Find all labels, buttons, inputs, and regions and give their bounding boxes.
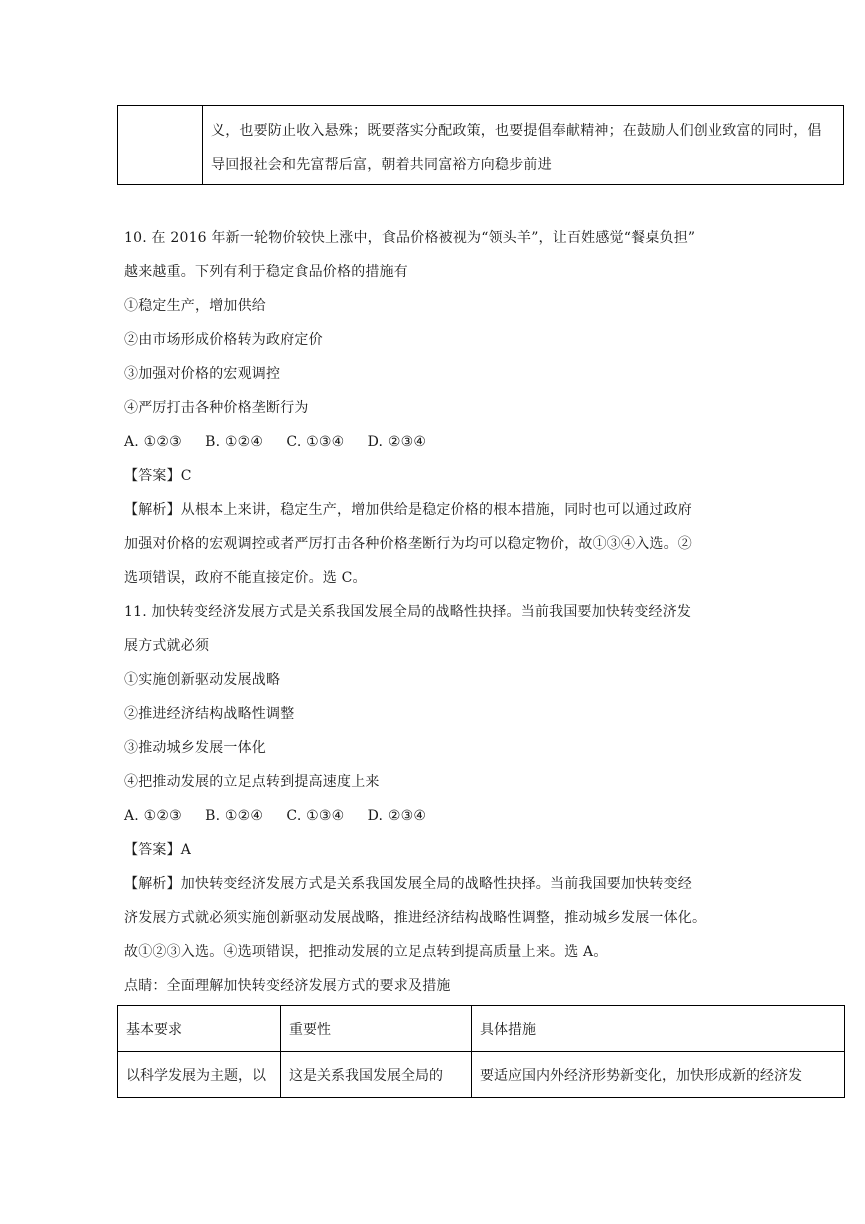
q11-option-1: ①实施创新驱动发展战略 xyxy=(124,672,281,688)
q10-option-1: ①稳定生产，增加供给 xyxy=(124,298,266,314)
q11-option-2: ②推进经济结构战略性调整 xyxy=(124,706,295,722)
table-cell-text: 义，也要防止收入悬殊；既要落实分配政策，也要提倡奉献精神；在鼓励人们创业致富的同时，倡导回报社会和先富帮后富，朝着共同富裕方向稳步前进 xyxy=(203,106,844,185)
table-cell-empty xyxy=(118,106,203,185)
table-cell: 要适应国内外经济形势新变化，加快形成新的经济发 xyxy=(472,1052,845,1098)
q11-stem-line1: 11. 加快转变经济发展方式是关系我国发展全局的战略性抉择。当前我国要加快转变经济发 xyxy=(124,604,692,620)
continued-table xyxy=(117,105,844,185)
q10-choices: A. ①②③ B. ①②④ C. ①③④ D. ②③④ xyxy=(124,434,427,450)
table-header-cell: 基本要求 xyxy=(118,1006,281,1052)
table-row xyxy=(118,1052,845,1098)
q11-analysis-line2: 济发展方式就必须实施创新驱动发展战略，推进经济结构战略性调整，推动城乡发展一体化。 xyxy=(124,910,707,926)
q10-option-4: ④严厉打击各种价格垄断行为 xyxy=(124,400,309,416)
q11-stem-line2: 展方式就必须 xyxy=(124,638,210,654)
q11-tip: 点睛：全面理解加快转变经济发展方式的要求及措施 xyxy=(124,978,451,994)
q11-analysis-line1: 【解析】加快转变经济发展方式是关系我国发展全局的战略性抉择。当前我国要加快转变经 xyxy=(124,876,692,892)
q10-analysis-line3: 选项错误，政府不能直接定价。选 C。 xyxy=(124,570,367,586)
q11-analysis-line3: 故①②③入选。④选项错误，把推动发展的立足点转到提高质量上来。选 A。 xyxy=(124,944,608,960)
q10-analysis-line1: 【解析】从根本上来讲，稳定生产，增加供给是稳定价格的根本措施，同时也可以通过政府 xyxy=(124,502,692,518)
q10-answer: 【答案】C xyxy=(124,468,192,484)
q11-option-4: ④把推动发展的立足点转到提高速度上来 xyxy=(124,774,380,790)
table-header-row xyxy=(118,1006,845,1052)
q10-option-2: ②由市场形成价格转为政府定价 xyxy=(124,332,323,348)
table-cell: 以科学发展为主题，以 xyxy=(118,1052,281,1098)
table-header-cell: 具体措施 xyxy=(472,1006,845,1052)
requirements-table xyxy=(117,1005,845,1098)
table-cell: 这是关系我国发展全局的 xyxy=(281,1052,472,1098)
q10-stem-line1: 10. 在 2016 年新一轮物价较快上涨中，食品价格被视为“领头羊”，让百姓感觉“餐桌负担” xyxy=(124,230,696,246)
q10-analysis-line2: 加强对价格的宏观调控或者严厉打击各种价格垄断行为均可以稳定物价，故①③④入选。② xyxy=(124,536,692,552)
q11-choices: A. ①②③ B. ①②④ C. ①③④ D. ②③④ xyxy=(124,808,427,824)
q11-answer: 【答案】A xyxy=(124,842,192,858)
q11-option-3: ③推动城乡发展一体化 xyxy=(124,740,266,756)
table-header-cell: 重要性 xyxy=(281,1006,472,1052)
q10-stem-line2: 越来越重。下列有利于稳定食品价格的措施有 xyxy=(124,264,408,280)
q10-option-3: ③加强对价格的宏观调控 xyxy=(124,366,281,382)
